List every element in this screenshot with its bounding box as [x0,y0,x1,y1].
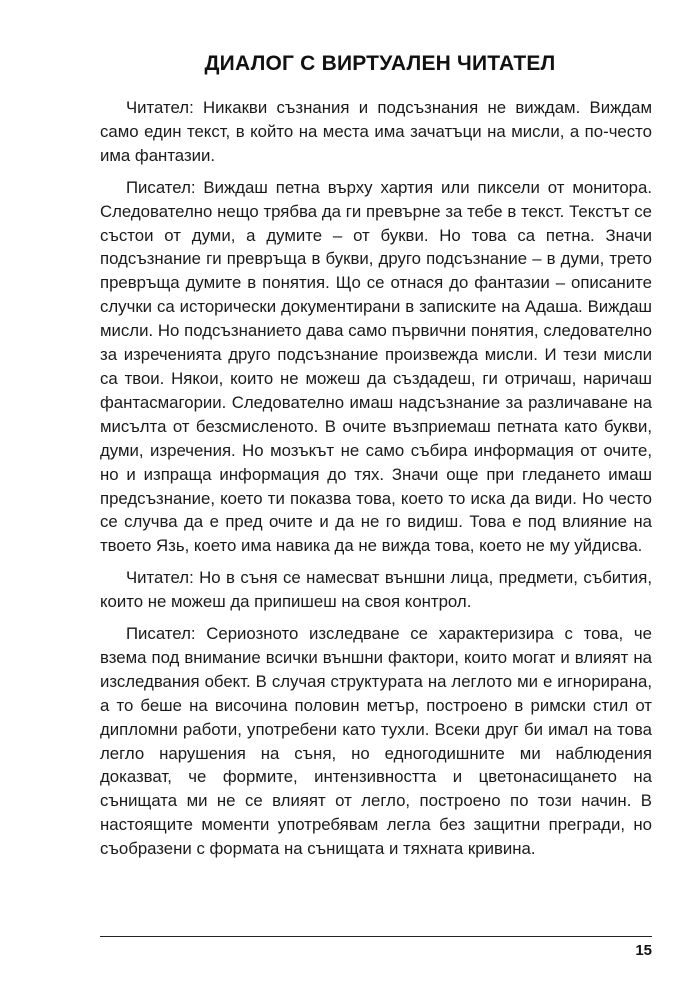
paragraph-writer-2: Писател: Сериозното изследване се характеризира с това, че взема под внимание всички външни фактори, които могат и влияят на изследвания обект. В случая структурата на леглото ми е игнорирана, а то беше на височина половин метър, построено в римски стил от дипломни работи, употребени като тухли. Всеки друг би имал на това легло нарушения на съня, но едногодишните ми наблюдения доказват, че формите, интензивността и цветонасищането на сънищата ми не се влияят от легло, построено по този начин. В настоящите моменти употребявам легла без защитни прегради, но съобразени с формата на сънищата и тяхната кривина. [100,624,652,859]
paragraph-reader-2: Читател: Но в съня се намесват външни лица, предмети, събития, които не можеш да припишеш на своя контрол. [100,568,652,612]
paragraph-writer-1: Писател: Виждаш петна върху хартия или пиксели от монитора. Следователно нещо трябва да ги превърне за тебе в текст. Текстът се състои от думи, а думите – от букви. Но това са петна. Значи подсъзнание ги превръща в букви, друго подсъзнание – в думи, трето превръща думите в понятия. Що се отнася до фантазии – описаните случки са исторически документирани в записките на Адаша. Виждаш мисли. Но подсъзнанието дава само първични понятия, следователно за изреченията друго подсъзнание произвежда мисли. И тези мисли са твои. Някои, които не можеш да създадеш, ги отричаш, наричаш фантасмагории. Следователно имаш надсъзнание за различаване на мисълта от безсмисленото. В очите възприемаш петната като букви, думи, изречения. Но мозъкът не само събира информация от очите, но и изпраща информация до тях. Значи още при гледането имаш предсъзнание, което ти показва това, което то иска да види. Но често се случва да е пред очите и да не го видиш. Това е под влияние на твоето Язь, което има навика да не вижда това, което не му уйдисва. [100,177,652,556]
chapter-body [100,96,652,869]
footer-divider [100,936,652,937]
chapter-title: ДИАЛОГ С ВИРТУАЛЕН ЧИТАТЕЛ [204,52,556,75]
page-number: 15 [635,942,652,959]
paragraph-reader-1: Читател: Никакви съзнания и подсъзнания не виждам. Виждам само един текст, в който на места има зачатъци на мисли, а по-често има фантазии. [100,98,652,165]
